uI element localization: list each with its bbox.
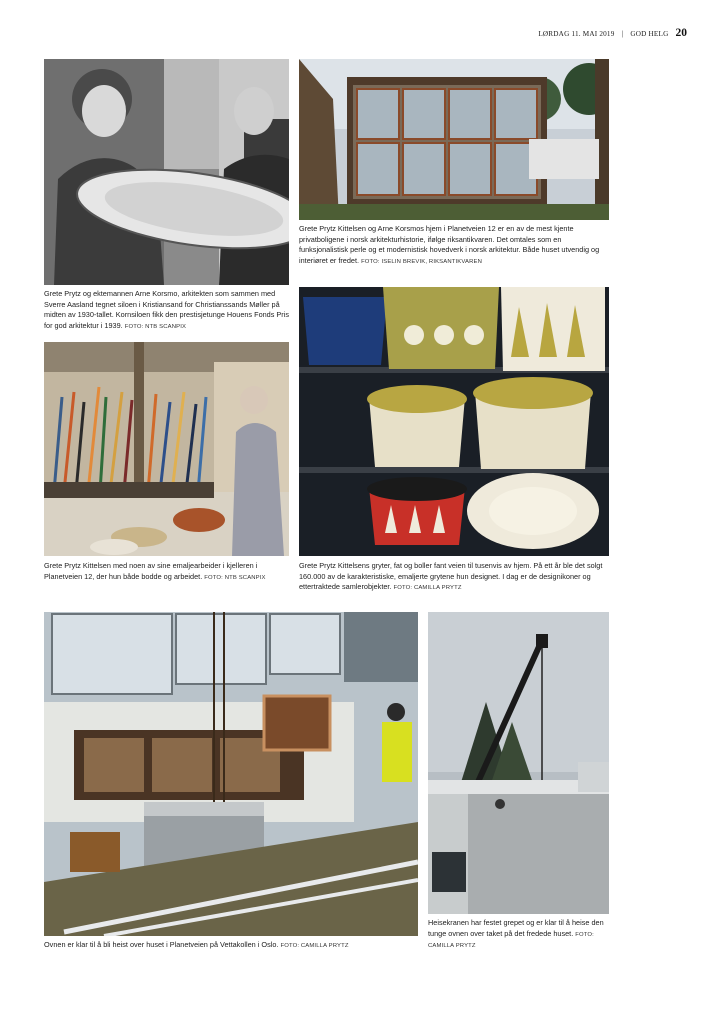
enamel-cookware-photo [299, 287, 609, 556]
photo-credit: FOTO: ISELIN BREVIK, RIKSANTIKVAREN [361, 258, 482, 265]
caption-house [299, 224, 611, 267]
caption-text: Grete Prytz og ektemannen Arne Korsmo, arkitekten som sammen med Sverre Aasland tegnet siloen i Kristiansand for Christianssands Møller på midten av 1930-tallet. Kornsiloen fikk den prestisjetunge Houens Fonds Pris for god arkitektur i 1939. [44, 289, 289, 330]
section-name: GOD HELG [630, 30, 669, 38]
crane-photo [428, 612, 609, 914]
caption-text: Ovnen er klar til å bli heist over huset i Planetveien på Vettakollen i Oslo. [44, 940, 279, 949]
photo-credit: FOTO: CAMILLA PRYTZ [428, 931, 594, 950]
enamel-workshop-photo [44, 342, 289, 556]
caption-workshop [44, 561, 289, 583]
oven-hoist-photo [44, 612, 418, 936]
page-header [538, 27, 687, 41]
caption-crane [428, 918, 614, 952]
planetveien-house-photo [299, 59, 609, 220]
caption-couple [44, 289, 289, 332]
header-separator: | [621, 31, 624, 38]
photo-credit: FOTO: CAMILLA PRYTZ [280, 943, 349, 949]
caption-text: Grete Prytz Kittelsens gryter, fat og boller fant veien til tusenvis av hjem. På ett år ble det solgt 160.000 av de karakteristiske, emaljerte grytene hun designet. I dag er de designikoner og ettertraktede samlerobjekter. [299, 561, 603, 592]
caption-cookware [299, 561, 611, 594]
photo-credit: FOTO: NTB SCANPIX [124, 323, 187, 330]
page-number: 20 [675, 27, 687, 39]
caption-text: Grete Prytz Kittelsen med noen av sine emaljearbeider i kjelleren i Planetveien 12, der hun både bodde og arbeidet. [44, 561, 258, 581]
photo-credit: FOTO: NTB SCANPIX [204, 574, 266, 581]
couple-portrait-photo [44, 59, 289, 285]
photo-credit: FOTO: CAMILLA PRYTZ [393, 585, 462, 592]
issue-date: LØRDAG 11. MAI 2019 [538, 30, 615, 38]
caption-text: Grete Prytz Kittelsen og Arne Korsmos hjem i Planetveien 12 er en av de mest kjente privatboligene i norsk arkitekturhistorie, ifølge riksantikvaren. Det omtales som en funksjonalistisk perle og et modernistisk hovedverk i norsk arkitektur. Både huset utvendig og interiøret er fredet. [299, 224, 600, 265]
caption-text: Heisekranen har festet grepet og er klar til å heise den tunge ovnen over taket på det fredede huset. [428, 918, 604, 938]
caption-oven [44, 940, 424, 952]
